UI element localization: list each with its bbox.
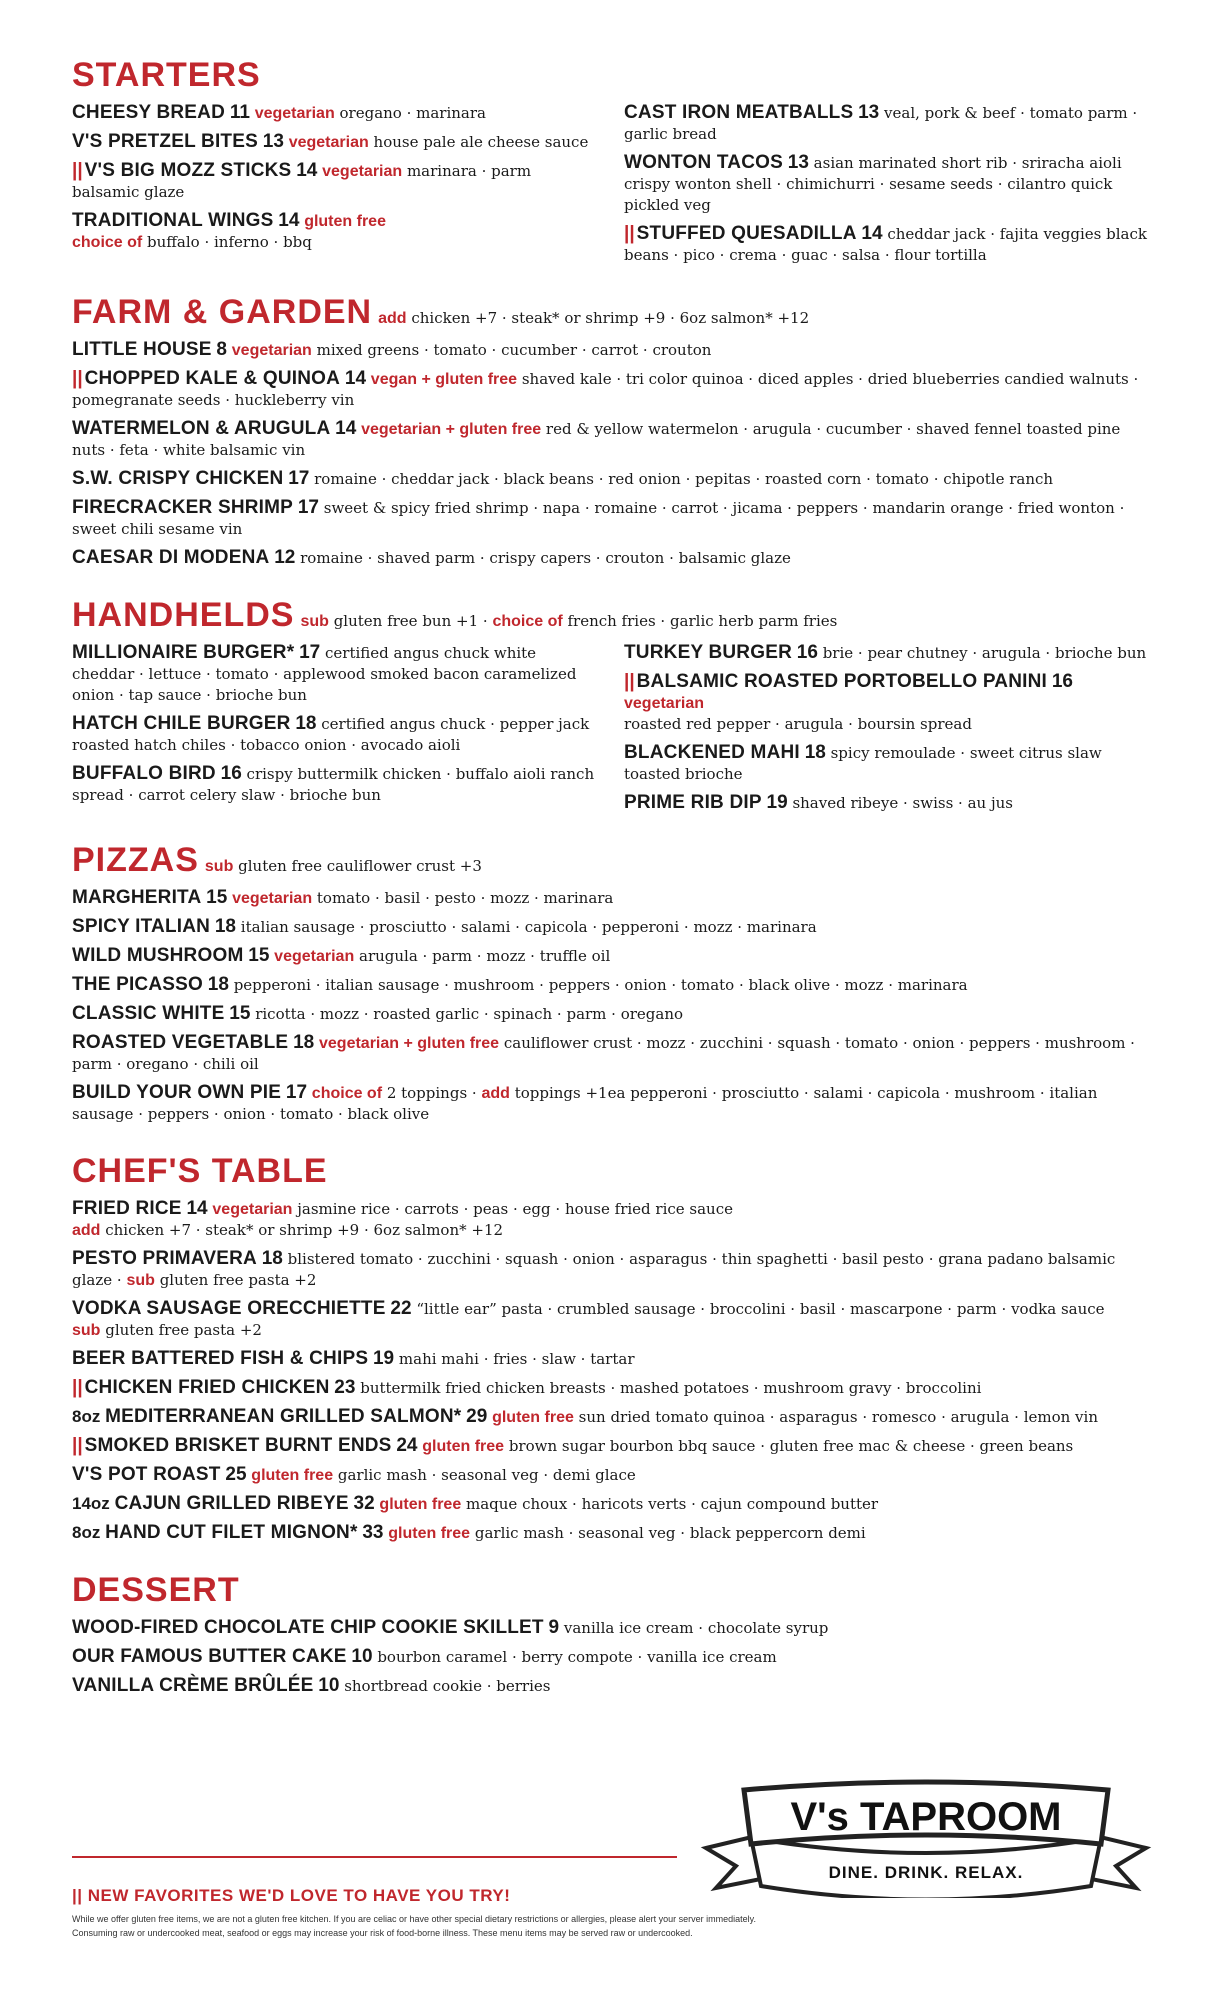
item-tag: vegan + gluten free [370, 371, 518, 388]
item-tag: vegetarian [212, 1201, 293, 1218]
section-note-text: gluten free bun +1 · [333, 612, 488, 630]
item-description: shortbread cookie · berries [344, 1677, 551, 1695]
item-name: CHOPPED KALE & QUINOA [84, 368, 341, 389]
item-description: 2 toppings · [386, 1084, 477, 1102]
footer-divider [72, 1856, 677, 1858]
new-marker-icon: || [72, 1435, 83, 1456]
item-tag-secondary: sub [72, 1322, 101, 1339]
menu-item [624, 102, 1152, 145]
menu-item [72, 160, 600, 203]
item-description: italian sausage · prosciutto · salami · capicola · pepperoni · mozz · marinara [240, 918, 817, 936]
item-description: romaine · shaved parm · crispy capers · crouton · balsamic glaze [300, 549, 791, 567]
menu-item [72, 1617, 1152, 1639]
menu-item [72, 1464, 1152, 1486]
item-description: spicy remoulade · sweet citrus slaw toasted brioche [624, 744, 1102, 783]
item-description: arugula · parm · mozz · truffle oil [359, 947, 611, 965]
section-title: HANDHELDS [72, 596, 295, 634]
menu [72, 55, 1152, 1723]
menu-section [72, 1570, 1152, 1697]
item-tag: gluten free [492, 1409, 574, 1426]
item-price: 16 [796, 642, 818, 663]
section-note-text: french fries · garlic herb parm fries [567, 612, 838, 630]
section-column [624, 95, 1152, 266]
item-price: 8 [216, 339, 227, 360]
menu-item [72, 1493, 1152, 1515]
section-note [378, 309, 809, 327]
section-column [624, 635, 1152, 814]
item-price: 29 [466, 1406, 488, 1427]
item-description: “little ear” pasta · crumbled sausage · broccolini · basil · mascarpone · parm · vodka sauce [416, 1300, 1105, 1318]
new-marker-icon: || [624, 671, 635, 692]
item-name: V'S BIG MOZZ STICKS [84, 160, 292, 181]
menu-item [72, 368, 1152, 411]
item-name: V'S POT ROAST [72, 1464, 221, 1485]
new-marker-icon: || [624, 223, 635, 244]
item-tag: vegetarian [231, 342, 312, 359]
item-tag: choice of [311, 1085, 383, 1102]
section-note-tag: choice of [492, 613, 563, 630]
menu-item [624, 792, 1152, 814]
item-description: sweet & spicy fried shrimp · napa · romaine · carrot · jicama · peppers · mandarin orange · fried wonton · sweet chili sesame vin [72, 499, 1125, 538]
item-name: STUFFED QUESADILLA [636, 223, 857, 244]
item-tag-secondary: sub [126, 1272, 155, 1289]
section-title: STARTERS [72, 56, 261, 94]
item-size: 8oz [72, 1407, 101, 1426]
section-columns [72, 95, 1152, 266]
item-description: oregano · marinara [339, 104, 486, 122]
item-name: CHICKEN FRIED CHICKEN [84, 1377, 330, 1398]
menu-section [72, 840, 1152, 1125]
item-name: S.W. CRISPY CHICKEN [72, 468, 284, 489]
item-description: tomato · basil · pesto · mozz · marinara [316, 889, 614, 907]
item-name: WOOD-FIRED CHOCOLATE CHIP COOKIE SKILLET [72, 1617, 544, 1638]
menu-item [624, 223, 1152, 266]
item-tag-secondary: add [72, 1222, 101, 1239]
item-name: FRIED RICE [72, 1198, 182, 1219]
item-price: 14 [335, 418, 357, 439]
item-price: 23 [334, 1377, 356, 1398]
item-price: 15 [229, 1003, 251, 1024]
item-description: romaine · cheddar jack · black beans · red onion · pepitas · roasted corn · tomato · chipotle ranch [314, 470, 1054, 488]
menu-section [72, 55, 1152, 266]
menu-item [72, 547, 1152, 569]
item-name: BUFFALO BIRD [72, 763, 216, 784]
item-name: HAND CUT FILET MIGNON* [105, 1522, 358, 1543]
menu-item [72, 1032, 1152, 1075]
menu-item [72, 974, 1152, 996]
menu-item [72, 468, 1152, 490]
item-description-secondary: toppings +1ea pepperoni · prosciutto · salami · capicola · mushroom · italian sausage · peppers · onion · tomato · black olive [72, 1084, 1098, 1123]
item-price: 13 [858, 102, 880, 123]
item-name: ROASTED VEGETABLE [72, 1032, 289, 1053]
menu-item [72, 763, 600, 806]
item-price: 15 [248, 945, 270, 966]
menu-item [72, 339, 1152, 361]
item-tag: vegetarian [322, 163, 403, 180]
item-name: HATCH CHILE BURGER [72, 713, 291, 734]
menu-item [624, 742, 1152, 785]
item-tag-secondary: add [481, 1085, 510, 1102]
item-description: mixed greens · tomato · cucumber · carrot · crouton [316, 341, 712, 359]
menu-item [72, 210, 600, 253]
section-header [72, 55, 1152, 95]
item-description: marinara · parm balsamic glaze [72, 162, 532, 201]
item-description: shaved ribeye · swiss · au jus [792, 794, 1013, 812]
item-description: certified angus chuck · pepper jack roasted hatch chiles · tobacco onion · avocado aioli [72, 715, 590, 754]
item-price: 11 [229, 102, 250, 123]
item-size: 8oz [72, 1523, 101, 1542]
new-marker-icon: || [72, 368, 83, 389]
item-tag: vegetarian [254, 105, 335, 122]
item-description: sun dried tomato quinoa · asparagus · romesco · arugula · lemon vin [578, 1408, 1098, 1426]
menu-item [72, 945, 1152, 967]
menu-item [72, 642, 600, 706]
item-price: 14 [344, 368, 367, 389]
item-name: TURKEY BURGER [624, 642, 792, 663]
new-favorites-text: NEW FAVORITES WE'D LOVE TO HAVE YOU TRY! [87, 1886, 511, 1905]
item-name: WATERMELON & ARUGULA [72, 418, 331, 439]
menu-item [72, 1298, 1152, 1341]
item-tag: vegetarian [232, 890, 313, 907]
item-tag: vegetarian + gluten free [361, 421, 542, 438]
new-marker-icon: || [72, 1886, 83, 1905]
item-description: maque choux · haricots verts · cajun compound butter [466, 1495, 879, 1513]
logo-tagline: DINE. DRINK. RELAX. [828, 1863, 1024, 1882]
item-name: CHEESY BREAD [72, 102, 226, 123]
section-title: CHEF'S TABLE [72, 1152, 328, 1190]
item-name: BLACKENED MAHI [624, 742, 800, 763]
item-price: 17 [297, 497, 319, 518]
item-description: vanilla ice cream · chocolate syrup [563, 1619, 829, 1637]
item-price: 13 [262, 131, 284, 152]
item-name: CAJUN GRILLED RIBEYE [114, 1493, 349, 1514]
item-name: V'S PRETZEL BITES [72, 131, 258, 152]
item-tag: vegetarian + gluten free [319, 1035, 500, 1052]
item-name: FIRECRACKER SHRIMP [72, 497, 294, 518]
menu-section [72, 595, 1152, 814]
item-description: brie · pear chutney · arugula · brioche bun [822, 644, 1147, 662]
section-header [72, 595, 1152, 635]
menu-section [72, 292, 1152, 569]
disclaimer-gluten: While we offer gluten free items, we are not a gluten free kitchen. If you are celiac or have other special dietary restrictions or allergies, please alert your server immediately. [72, 1914, 756, 1924]
item-price: 17 [285, 1082, 308, 1103]
menu-item [72, 418, 1152, 461]
menu-item [72, 1675, 1152, 1697]
section-title: FARM & GARDEN [72, 293, 373, 331]
item-description: brown sugar bourbon bbq sauce · gluten free mac & cheese · green beans [508, 1437, 1074, 1455]
item-description: garlic mash · seasonal veg · black peppercorn demi [474, 1524, 866, 1542]
item-description: crispy buttermilk chicken · buffalo aioli ranch spread · carrot celery slaw · brioche bun [72, 765, 595, 804]
item-price: 14 [296, 160, 318, 181]
taproom-logo [696, 1778, 1156, 1898]
menu-item [72, 1198, 1152, 1241]
item-name: TRADITIONAL WINGS [72, 210, 274, 231]
item-tag: gluten free [388, 1525, 471, 1542]
item-description: jasmine rice · carrots · peas · egg · house fried rice sauce [297, 1200, 733, 1218]
item-price: 14 [278, 210, 300, 231]
item-price: 33 [362, 1522, 384, 1543]
item-description: house pale ale cheese sauce [373, 133, 589, 151]
item-name: VANILLA CRÈME BRÛLÉE [72, 1675, 314, 1696]
section-note [205, 857, 482, 875]
section-header [72, 840, 1152, 880]
item-price: 24 [396, 1435, 418, 1456]
item-description: red & yellow watermelon · arugula · cucumber · shaved fennel toasted pine nuts · feta · white balsamic vin [72, 420, 1121, 459]
section-header [72, 1570, 1152, 1610]
section-note-tag: sub [300, 613, 329, 630]
item-description: shaved kale · tri color quinoa · diced apples · dried blueberries candied walnuts · pomegranate seeds · huckleberry vin [72, 370, 1139, 409]
item-name: CLASSIC WHITE [72, 1003, 225, 1024]
item-name: LITTLE HOUSE [72, 339, 212, 360]
item-name: BEER BATTERED FISH & CHIPS [72, 1348, 369, 1369]
item-name: WONTON TACOS [624, 152, 783, 173]
item-name: PRIME RIB DIP [624, 792, 762, 813]
menu-item [624, 671, 1152, 735]
item-name: WILD MUSHROOM [72, 945, 244, 966]
section-header [72, 1151, 1152, 1191]
item-price: 22 [390, 1298, 412, 1319]
item-name: CAESAR DI MODENA [72, 547, 270, 568]
menu-item [72, 1003, 1152, 1025]
item-price: 15 [206, 887, 228, 908]
item-description: cauliflower crust · mozz · zucchini · squash · tomato · onion · peppers · mushroom · parm · oregano · chili oil [72, 1034, 1135, 1073]
item-price: 9 [548, 1617, 560, 1638]
item-description: buffalo · inferno · bbq [147, 233, 312, 251]
item-description: asian marinated short rib · sriracha aioli crispy wonton shell · chimichurri · sesame seeds · cilantro quick pickled veg [624, 154, 1122, 214]
item-price: 14 [186, 1198, 208, 1219]
item-description: blistered tomato · zucchini · squash · onion · asparagus · thin spaghetti · basil pesto · grana padano balsamic glaze · [72, 1250, 1116, 1289]
item-name: BUILD YOUR OWN PIE [72, 1082, 282, 1103]
item-name: PESTO PRIMAVERA [72, 1248, 257, 1269]
item-description: cheddar jack · fajita veggies black beans · pico · crema · guac · salsa · flour tortilla [624, 225, 1147, 264]
menu-item [72, 1646, 1152, 1668]
item-name: BALSAMIC ROASTED PORTOBELLO PANINI [636, 671, 1048, 692]
menu-item [72, 887, 1152, 909]
item-name: CAST IRON MEATBALLS [624, 102, 854, 123]
item-price: 12 [274, 547, 296, 568]
section-note-tag: add [378, 310, 407, 327]
new-favorites-legend [72, 1886, 510, 1906]
section-note-text: gluten free cauliflower crust +3 [238, 857, 482, 875]
item-price: 18 [295, 713, 317, 734]
item-price: 19 [372, 1348, 395, 1369]
menu-item [72, 1248, 1152, 1291]
item-description-secondary: chicken +7 · steak* or shrimp +9 · 6oz salmon* +12 [105, 1221, 504, 1239]
menu-item [72, 1082, 1152, 1125]
item-name: MEDITERRANEAN GRILLED SALMON* [105, 1406, 462, 1427]
item-tag: vegetarian [288, 134, 369, 151]
menu-item [72, 131, 600, 153]
section-title: DESSERT [72, 1571, 240, 1609]
disclaimer-raw: Consuming raw or undercooked meat, seafood or eggs may increase your risk of food-borne illness. These menu items may be served raw or undercooked. [72, 1928, 693, 1938]
menu-item [72, 713, 600, 756]
item-tag: gluten free [422, 1438, 505, 1455]
section-note-text: chicken +7 · steak* or shrimp +9 · 6oz salmon* +12 [411, 309, 810, 327]
item-price: 18 [214, 916, 236, 937]
item-price: 17 [299, 642, 321, 663]
item-tag: gluten free [379, 1496, 462, 1513]
menu-item [624, 642, 1152, 664]
item-name: THE PICASSO [72, 974, 203, 995]
new-marker-icon: || [72, 1377, 83, 1398]
item-description: pepperoni · italian sausage · mushroom · peppers · onion · tomato · black olive · mozz · marinara [233, 976, 968, 994]
item-description: veal, pork & beef · tomato parm · garlic bread [624, 104, 1138, 143]
item-description-secondary: gluten free pasta +2 [105, 1321, 262, 1339]
item-price: 18 [261, 1248, 283, 1269]
item-price: 13 [787, 152, 809, 173]
item-tag-choice: choice of [72, 234, 143, 251]
item-name: SPICY ITALIAN [72, 916, 211, 937]
menu-item [72, 1522, 1152, 1544]
section-column [72, 635, 600, 814]
menu-item [72, 1406, 1152, 1428]
item-price: 32 [353, 1493, 375, 1514]
item-price: 14 [861, 223, 883, 244]
item-price: 18 [293, 1032, 315, 1053]
menu-item [72, 102, 600, 124]
item-description: mahi mahi · fries · slaw · tartar [398, 1350, 635, 1368]
item-size: 14oz [72, 1494, 110, 1513]
menu-item [624, 152, 1152, 216]
item-description: bourbon caramel · berry compote · vanilla ice cream [377, 1648, 777, 1666]
item-name: MILLIONAIRE BURGER* [72, 642, 295, 663]
item-description-secondary: gluten free pasta +2 [159, 1271, 317, 1289]
menu-item [72, 1348, 1152, 1370]
item-name: OUR FAMOUS BUTTER CAKE [72, 1646, 347, 1667]
menu-item [72, 1377, 1152, 1399]
item-price: 16 [220, 763, 242, 784]
item-name: SMOKED BRISKET BURNT ENDS [84, 1435, 392, 1456]
item-name: VODKA SAUSAGE ORECCHIETTE [72, 1298, 386, 1319]
menu-section [72, 1151, 1152, 1544]
menu-item [72, 1435, 1152, 1457]
item-description: certified angus chuck white cheddar · lettuce · tomato · applewood smoked bacon caramelized onion · tap sauce · brioche bun [72, 644, 577, 704]
section-column [72, 95, 600, 266]
item-price: 18 [207, 974, 229, 995]
item-price: 18 [804, 742, 826, 763]
item-description: ricotta · mozz · roasted garlic · spinach · parm · oregano [255, 1005, 684, 1023]
item-tag: gluten free [304, 213, 386, 230]
item-tag: gluten free [251, 1467, 334, 1484]
item-price: 25 [225, 1464, 247, 1485]
item-description: roasted red pepper · arugula · boursin spread [624, 715, 972, 733]
menu-item [72, 497, 1152, 540]
section-columns [72, 635, 1152, 814]
logo-title: V's TAPROOM [790, 1795, 1062, 1839]
section-note [300, 612, 837, 630]
item-price: 17 [288, 468, 310, 489]
item-description: buttermilk fried chicken breasts · mashed potatoes · mushroom gravy · broccolini [360, 1379, 982, 1397]
item-price: 10 [351, 1646, 373, 1667]
item-description: garlic mash · seasonal veg · demi glace [337, 1466, 636, 1484]
item-tag: vegetarian [274, 948, 355, 965]
section-note-tag: sub [204, 858, 234, 875]
item-tag: vegetarian [624, 695, 705, 712]
item-price: 16 [1051, 671, 1073, 692]
item-name: MARGHERITA [72, 887, 202, 908]
section-header [72, 292, 1152, 332]
section-title: PIZZAS [72, 841, 199, 879]
item-price: 19 [766, 792, 788, 813]
menu-item [72, 916, 1152, 938]
item-price: 10 [318, 1675, 340, 1696]
new-marker-icon: || [72, 160, 83, 181]
disclaimer [72, 1912, 1072, 1940]
